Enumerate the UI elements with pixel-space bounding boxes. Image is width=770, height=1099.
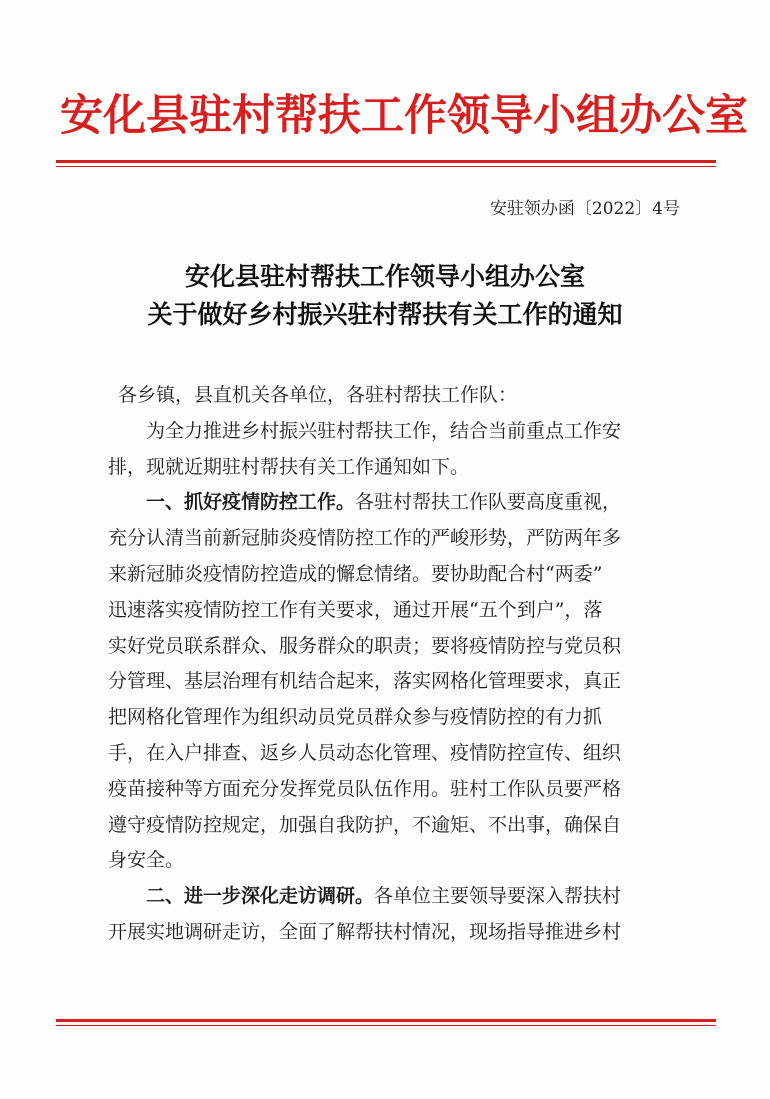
section-1-line: 充分认清当前新冠肺炎疫情防控工作的严峻形势，严防两年多 xyxy=(108,527,622,550)
section-1-line: 实好党员联系群众、服务群众的职责；要将疫情防控与党员积 xyxy=(108,634,622,657)
section-2-line: 开展实地调研走访，全面了解帮扶村情况，现场指导推进乡村 xyxy=(108,920,622,943)
section-1-line: 疫苗接种等方面充分发挥党员队伍作用。驻村工作队员要严格 xyxy=(108,777,622,800)
section-1-first-line xyxy=(108,485,688,521)
section-1-first-line-text: 各驻村帮扶工作队要高度重视， xyxy=(355,491,622,514)
section-1-line: 分管理、基层治理有机结合起来，落实网格化管理要求，真正 xyxy=(108,670,622,693)
salutation: 各乡镇，县直机关各单位，各驻村帮扶工作队： xyxy=(118,384,518,406)
notice-title-line-2: 关于做好乡村振兴驻村帮扶有关工作的通知 xyxy=(147,300,623,329)
letterhead-title: 安化县驻村帮扶工作领导小组办公室 xyxy=(60,91,748,141)
section-2-first-line-text: 各单位主要领导要深入帮扶村 xyxy=(374,885,622,908)
notice-body xyxy=(108,378,688,951)
section-1-line: 迅速落实疫情防控工作有关要求，通过开展“五个到户”，落 xyxy=(108,598,603,621)
letterhead-red-rule xyxy=(56,160,716,167)
intro-line-1: 为全力推进乡村振兴驻村帮扶工作，结合当前重点工作安 xyxy=(146,419,622,442)
section-1-line: 身安全。 xyxy=(108,849,185,872)
section-1-line: 来新冠肺炎疫情防控造成的懈怠情绪。要协助配合村“两委” xyxy=(108,562,603,585)
footer-red-rule xyxy=(56,1019,716,1026)
section-1-line: 手，在入户排查、返乡人员动态化管理、疫情防控宣传、组织 xyxy=(108,741,622,764)
section-1-line: 遵守疫情防控规定，加强自我防护，不逾矩、不出事，确保自 xyxy=(108,813,622,836)
section-1-heading: 一、抓好疫情防控工作。 xyxy=(146,491,356,514)
notice-title-line-1: 安化县驻村帮扶工作领导小组办公室 xyxy=(184,262,585,291)
section-2-first-line xyxy=(108,879,688,915)
document-number: 安驻领办函〔2022〕4号 xyxy=(489,199,680,219)
intro-line-2: 排，现就近期驻村帮扶有关工作通知如下。 xyxy=(108,455,470,478)
section-1-line: 把网格化管理作为组织动员党员群众参与疫情防控的有力抓 xyxy=(108,706,603,729)
section-2-heading: 二、进一步深化走访调研。 xyxy=(146,885,375,908)
